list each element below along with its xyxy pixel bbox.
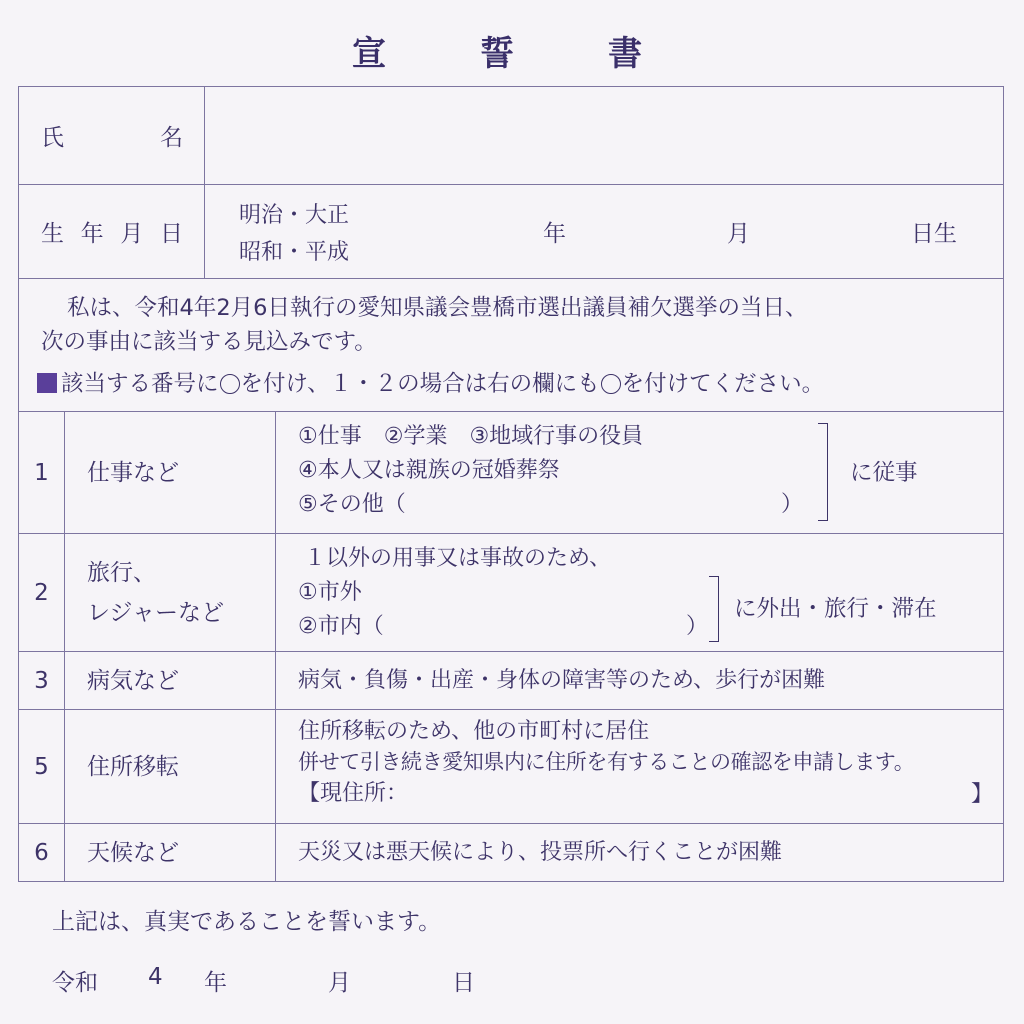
close-paren: ） (686, 614, 709, 639)
date-month-unit: 月 (328, 970, 351, 996)
reason-detail-line: 住所移転のため、他の市町村に居住 (298, 719, 650, 744)
reason-number: 2 (19, 534, 65, 651)
circle-mark-icon (601, 374, 621, 394)
declaration-line2: 次の事由に該当する見込みです。 (41, 329, 377, 355)
reason-detail-line[interactable]: ①市外 (298, 580, 362, 605)
reason-name: 天候など (65, 824, 276, 881)
document-title: 宣 誓 書 (352, 34, 672, 74)
name-row (19, 87, 1003, 185)
name-label-left: 氏 (41, 125, 64, 151)
reason-suffix: に従事 (850, 460, 918, 486)
era-option-line2[interactable]: 昭和・平成 (239, 240, 350, 265)
reason-detail (276, 412, 1003, 533)
reason-detail-line: 併せて引き続き愛知県内に住所を有することの確認を申請します。 (298, 750, 915, 774)
reason-name: 仕事など (65, 412, 276, 533)
reason-number: 6 (19, 824, 65, 881)
reason-detail-line[interactable]: ①仕事 ②学業 ③地域行事の役員 (298, 424, 644, 449)
birthdate-label-char: 生 (41, 221, 64, 247)
reason-number: 5 (19, 710, 65, 823)
reason-row-travel[interactable] (19, 534, 1003, 652)
right-bracket-icon (709, 576, 719, 642)
reason-detail (276, 710, 1003, 823)
oath-statement: 上記は、真実であることを誓います。 (52, 909, 442, 935)
name-label (19, 87, 205, 184)
reason-detail (276, 824, 1003, 881)
reason-detail-line[interactable]: ④本人又は親族の冠婚葬祭 (298, 458, 560, 483)
birth-year-unit: 年 (543, 221, 566, 247)
reason-detail (276, 534, 1003, 651)
reason-row-work[interactable] (19, 412, 1003, 534)
oath-form (18, 86, 1004, 882)
reason-detail (276, 652, 1003, 709)
reason-number: 3 (19, 652, 65, 709)
declaration-line1: 私は、令和4年2月6日執行の愛知県議会豊橋市選出議員補欠選挙の当日、 (67, 295, 808, 321)
close-bracket: 】 (970, 782, 993, 807)
date-year-unit: 年 (204, 970, 227, 996)
date-era: 令和 (52, 970, 98, 996)
reason-name: 病気など (65, 652, 276, 709)
reason-name (65, 534, 276, 651)
reason-row-illness[interactable] (19, 652, 1003, 710)
declaration-text (19, 279, 1003, 412)
date-day-unit: 日 (452, 970, 475, 996)
birthdate-label-char: 年 (80, 221, 104, 247)
form-box (18, 86, 1004, 882)
square-bullet-icon (37, 373, 57, 393)
reason-detail-line[interactable]: ②市内（ (298, 614, 384, 639)
birth-month-unit: 月 (727, 221, 750, 247)
name-label-right: 名 (160, 125, 183, 151)
birthdate-label-char: 月 (120, 221, 144, 247)
current-address-field[interactable]: 【現住所： (298, 781, 409, 806)
reason-detail-line: 天災又は悪天候により、投票所へ行くことが困難 (298, 839, 783, 865)
right-bracket-icon (818, 423, 828, 521)
reason-name: 住所移転 (65, 710, 276, 823)
reason-name-line: レジャーなど (87, 599, 224, 626)
reason-row-relocation[interactable] (19, 710, 1003, 824)
close-paren: ） (781, 492, 804, 517)
reason-detail-line[interactable]: ⑤その他（ (298, 492, 406, 517)
name-field[interactable] (205, 87, 1003, 184)
reason-name-line: 旅行、 (87, 559, 156, 586)
circle-mark-icon (220, 374, 240, 394)
reason-number: 1 (19, 412, 65, 533)
reason-detail-line: 病気・負傷・出産・身体の障害等のため、歩行が困難 (298, 667, 826, 693)
birthdate-field[interactable] (205, 185, 1003, 278)
instruction-part-b: を付け、１・２の場合は右の欄にも (240, 371, 600, 397)
birthdate-label-char: 日 (159, 221, 183, 247)
birthdate-label (19, 185, 205, 278)
instruction-part-a: 該当する番号に (61, 371, 219, 397)
reason-row-weather[interactable] (19, 824, 1003, 882)
era-options (239, 197, 349, 271)
reason-detail-line: １以外の用事又は事故のため、 (304, 546, 612, 571)
birthdate-row (19, 185, 1003, 279)
reason-suffix: に外出・旅行・滞在 (734, 596, 937, 622)
instruction-line (37, 367, 989, 401)
reasons-table (19, 412, 1003, 882)
date-year-value[interactable]: 4 (148, 964, 163, 990)
birth-day-unit: 日生 (911, 221, 957, 247)
instruction-part-c: を付けてください。 (621, 371, 825, 397)
era-option-line1[interactable]: 明治・大正 (239, 203, 350, 228)
